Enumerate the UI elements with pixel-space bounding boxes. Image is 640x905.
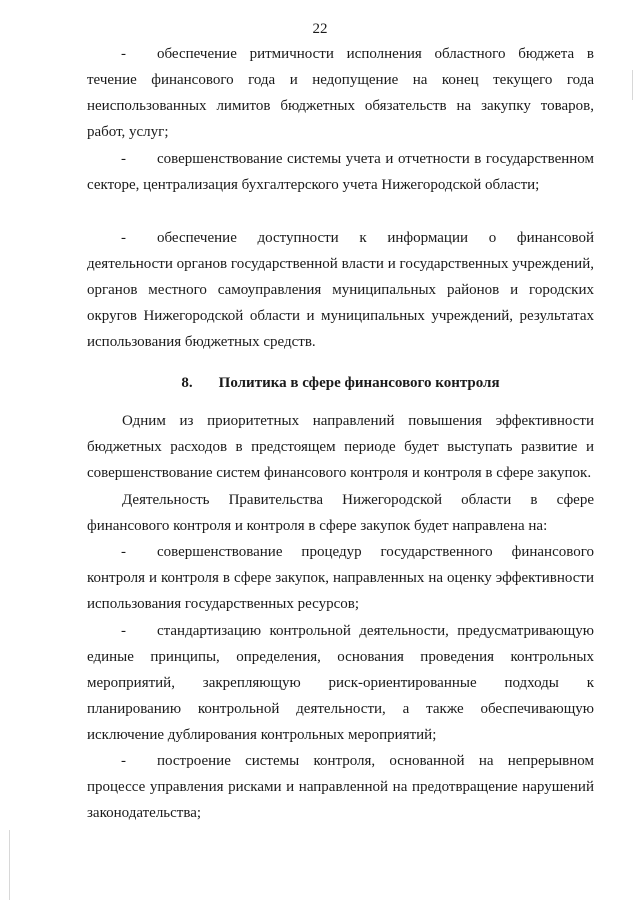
list-dash: - xyxy=(121,753,126,769)
list-item-text: обеспечение доступности к информации о финансовой деятельности органов государственной власти и государственных учреждений, органов местного самоуправления муниципальных районов и городских округов Нижегородской области и муниципальных учреждений, результатах использования бюджетных средств. xyxy=(87,230,594,350)
body-paragraph-government-activity xyxy=(87,487,594,539)
paragraph-text: Деятельность Правительства Нижегородской области в сфере финансового контроля и контроля в сфере закупок будет направлена на: xyxy=(87,492,594,534)
list-dash: - xyxy=(121,46,126,62)
list-item-information-access xyxy=(87,225,594,355)
list-item-text: построение системы контроля, основанной на непрерывном процессе управления рисками и направленной на предотвращение нарушений законодательства; xyxy=(87,753,594,821)
scan-edge-mark xyxy=(9,830,10,900)
list-item-text: совершенствование системы учета и отчетности в государственном секторе, централизация бухгалтерского учета Нижегородской области; xyxy=(87,151,594,193)
page-number: 22 xyxy=(312,21,328,37)
list-item-text: стандартизацию контрольной деятельности, предусматривающую единые принципы, определения, основания проведения контрольных мероприятий, закрепляющую риск-ориентированные подходы к планированию контрольной деятельности, а также обеспечивающую исключение дублирования контрольных мероприятий; xyxy=(87,623,594,743)
list-dash: - xyxy=(121,623,126,639)
paragraph-text: Одним из приоритетных направлений повышения эффективности бюджетных расходов в предстоящем периоде будет выступать развитие и совершенствование систем финансового контроля и контроля в сфере закупок. xyxy=(87,413,594,481)
section-heading xyxy=(87,373,594,393)
list-dash: - xyxy=(121,230,126,246)
list-item-standardization xyxy=(87,618,594,748)
list-item-accounting xyxy=(87,146,594,198)
list-item-text: обеспечение ритмичности исполнения областного бюджета в течение финансового года и недопущение на конец текущего года неиспользованных лимитов бюджетных обязательств на закупку товаров, работ, услуг; xyxy=(87,46,594,140)
section-title: Политика в сфере финансового контроля xyxy=(218,375,500,391)
list-dash: - xyxy=(121,544,126,560)
list-item-budget-rhythm xyxy=(87,41,594,145)
list-dash: - xyxy=(121,151,126,167)
body-paragraph-priorities xyxy=(87,408,594,486)
list-item-procedures xyxy=(87,539,594,617)
list-item-control-system xyxy=(87,748,594,826)
scan-edge-mark xyxy=(632,70,633,100)
list-item-text: совершенствование процедур государственного финансового контроля и контроля в сфере закупок, направленных на оценку эффективности использования государственных ресурсов; xyxy=(87,544,594,612)
section-number: 8. xyxy=(181,375,193,391)
